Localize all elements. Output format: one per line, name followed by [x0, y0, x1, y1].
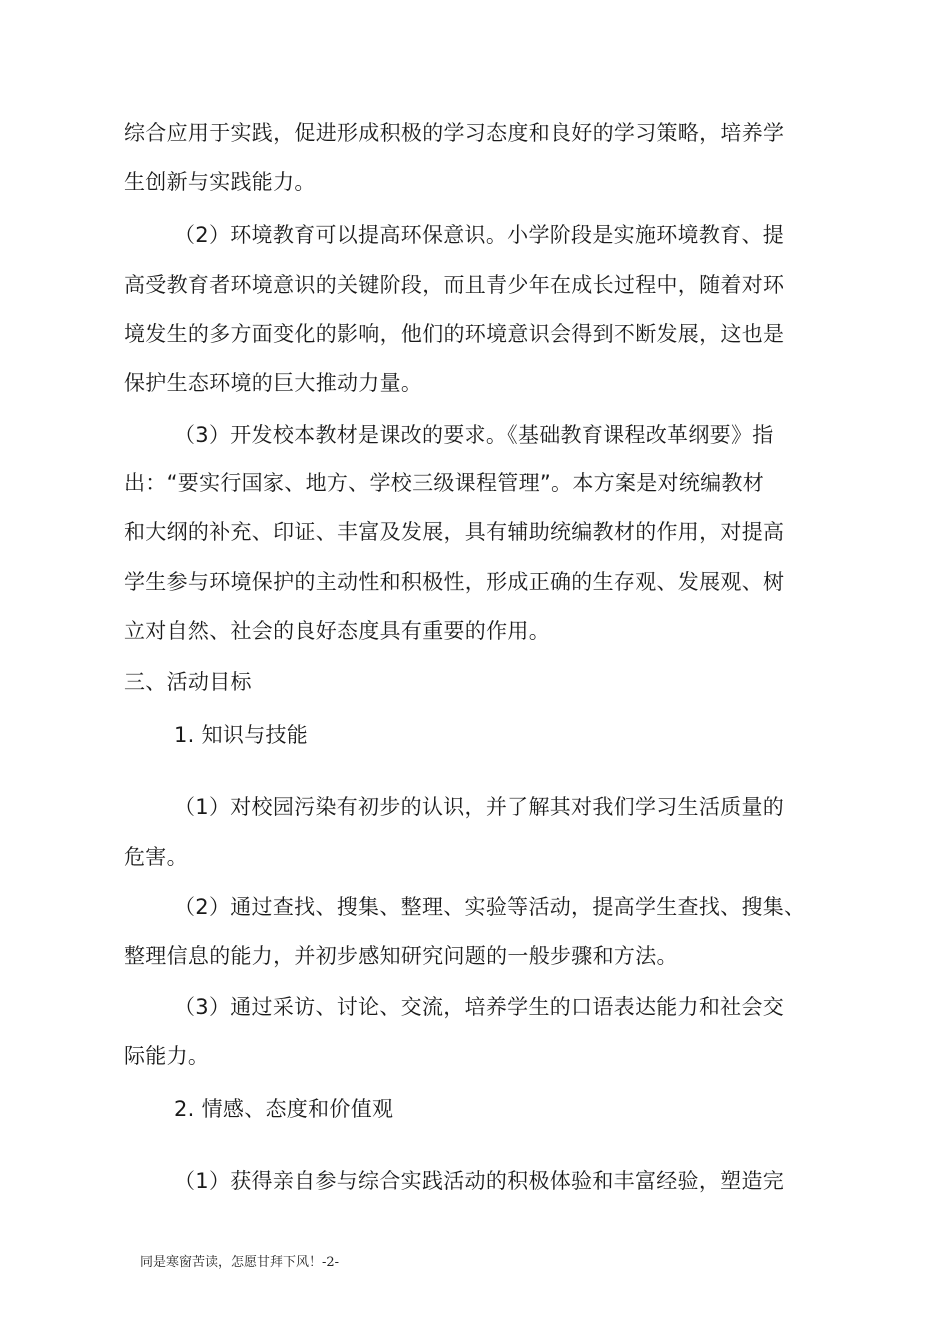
text-line: （3）开发校本教材是课改的要求。《基础教育课程改革纲要》指	[174, 423, 774, 447]
text-line: 保护生态环境的巨大推动力量。	[124, 371, 423, 395]
text-line: 高受教育者环境意识的关键阶段，而且青少年在成长过程中，随着对环	[124, 273, 785, 297]
text-line: 立对自然、社会的良好态度具有重要的作用。	[124, 619, 550, 643]
text-line: 生创新与实践能力。	[124, 170, 316, 194]
text-line: 整理信息的能力，并初步感知研究问题的一般步骤和方法。	[124, 944, 678, 968]
section-heading: 三、活动目标	[124, 670, 252, 694]
text-line: （2）环境教育可以提高环保意识。小学阶段是实施环境教育、提	[174, 223, 785, 247]
text-line: 综合应用于实践，促进形成积极的学习态度和良好的学习策略，培养学	[124, 121, 785, 145]
page-footer: 同是寒窗苦读，怎愿甘拜下风！-2-	[140, 1255, 340, 1270]
text-line: 和大纲的补充、印证、丰富及发展，具有辅助统编教材的作用，对提高	[124, 520, 785, 544]
text-line: 学生参与环境保护的主动性和积极性，形成正确的生存观、发展观、树	[124, 570, 785, 594]
text-line: 出：“要实行国家、地方、学校三级课程管理”。本方案是对统编教材	[124, 471, 765, 495]
text-line: 境发生的多方面变化的影响，他们的环境意识会得到不断发展，这也是	[124, 322, 785, 346]
text-line: （1）获得亲自参与综合实践活动的积极体验和丰富经验，塑造完	[174, 1169, 785, 1193]
text-line: （2）通过查找、搜集、整理、实验等活动，提高学生查找、搜集、	[174, 895, 806, 919]
text-line: （3）通过采访、讨论、交流，培养学生的口语表达能力和社会交	[174, 995, 785, 1019]
subsection-heading: 2. 情感、态度和价值观	[174, 1097, 394, 1121]
text-line: 际能力。	[124, 1044, 210, 1068]
text-line: （1）对校园污染有初步的认识，并了解其对我们学习生活质量的	[174, 795, 785, 819]
subsection-heading: 1. 知识与技能	[174, 723, 309, 747]
text-line: 危害。	[124, 845, 188, 869]
